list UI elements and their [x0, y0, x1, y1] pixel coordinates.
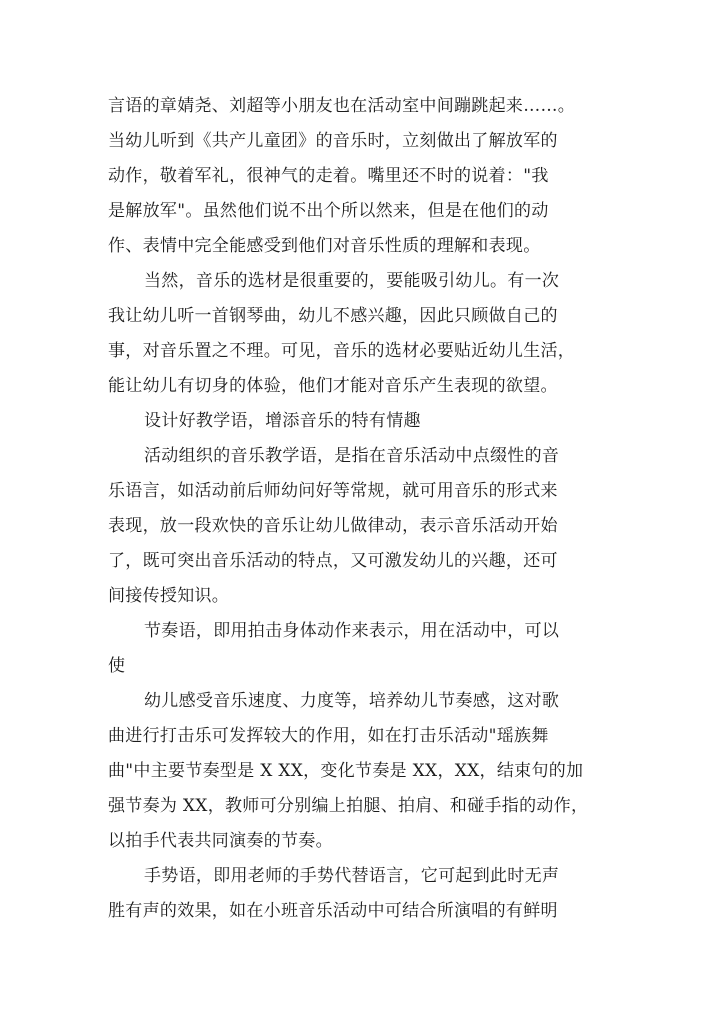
- text-line: 当幼儿听到《共产儿童团》的音乐时，立刻做出了解放军的: [108, 131, 558, 151]
- text-line: 事，对音乐置之不理。可见，音乐的选材必要贴近幼儿生活，: [108, 341, 576, 361]
- paragraph-start-line: 手势语，即用老师的手势代替语言，它可起到此时无声: [144, 866, 560, 886]
- body-text: [108, 89, 628, 929]
- text-line: 乐语言，如活动前后师幼问好等常规，就可用音乐的形式来: [108, 481, 558, 501]
- section-heading: 设计好教学语，增添音乐的特有情趣: [144, 411, 421, 431]
- paragraph-start-line: 活动组织的音乐教学语，是指在音乐活动中点缀性的音: [144, 446, 560, 466]
- text-line: 我让幼儿听一首钢琴曲，幼儿不感兴趣，因此只顾做自己的: [108, 306, 558, 326]
- text-line: 动作，敬着军礼，很神气的走着。嘴里还不时的说着："我: [108, 166, 549, 186]
- text-line: 能让幼儿有切身的体验，他们才能对音乐产生表现的欲望。: [108, 376, 558, 396]
- text-line: 曲进行打击乐可发挥较大的作用，如在打击乐活动"瑶族舞: [108, 726, 549, 746]
- text-line: 使: [108, 656, 126, 676]
- text-line: 作、表情中完全能感受到他们对音乐性质的理解和表现。: [108, 236, 541, 256]
- text-line: 曲"中主要节奏型是 X XX，变化节奏是 XX，XX，结束句的加: [108, 761, 584, 781]
- paragraph-start-line: 幼儿感受音乐速度、力度等，培养幼儿节奏感，这对歌: [144, 691, 560, 711]
- text-line: 表现，放一段欢快的音乐让幼儿做律动，表示音乐活动开始: [108, 516, 558, 536]
- text-line: 言语的章婧尧、刘超等小朋友也在活动室中间蹦跳起来……。: [108, 96, 576, 116]
- text-line: 胜有声的效果，如在小班音乐活动中可结合所演唱的有鲜明: [108, 901, 558, 921]
- text-line: 强节奏为 XX，教师可分别编上拍腿、拍肩、和碰手指的动作，: [108, 796, 589, 816]
- paragraph-start-line: 当然，音乐的选材是很重要的，要能吸引幼儿。有一次: [144, 271, 560, 291]
- text-line: 以拍手代表共同演奏的节奏。: [108, 831, 333, 851]
- text-line: 了，既可突出音乐活动的特点，又可激发幼儿的兴趣，还可: [108, 551, 558, 571]
- paragraph-start-line: 节奏语，即用拍击身体动作来表示，用在活动中，可以: [144, 621, 560, 641]
- text-line: 间接传授知识。: [108, 586, 230, 606]
- text-line: 是解放军"。虽然他们说不出个所以然来，但是在他们的动: [108, 201, 549, 221]
